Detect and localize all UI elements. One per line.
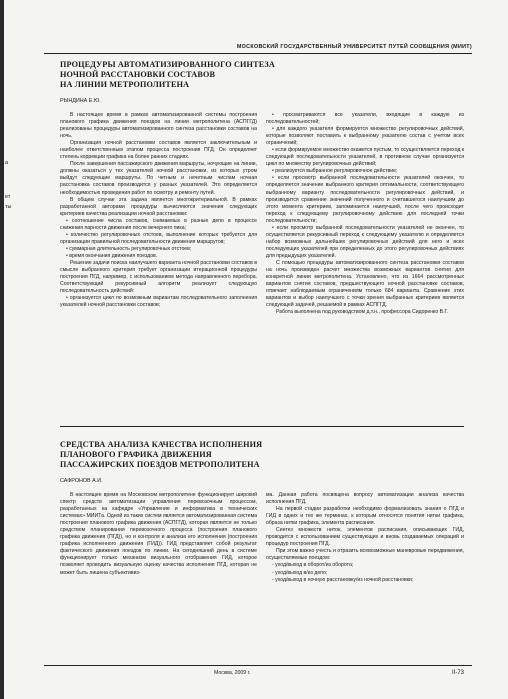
- article-title-line: ПЛАНОВОГО ГРАФИКА ДВИЖЕНИЯ: [60, 450, 212, 459]
- paragraph: Решение задачи поиска наилучшего варианта ночной расстановки составов в смысле выбранного критерия требует организации итерационной процедуры построения ПГД, например, с использованием метода направленного перебора. Соответствующий рекурсивный алгоритм реализует следующую последовательность действий:: [60, 259, 257, 295]
- margin-note: ет: [5, 194, 11, 200]
- paragraph: После завершения пассажирского движения маршруты, ночующие на линии, должны оказаться у тех указателей ночной расстановки, из которых утром выйдут следующие маршруты. По четным и нечетным числам ночная расстановка составов производится у разных указателей. Это определяется необходимостью проведения работ по осмотру и ремонту путей.: [60, 161, 257, 196]
- paragraph: Организация ночной расстановки составов является заключительным и наиболее ответственным этапом процесса построения ПГД. Он определяет степень коррекции графика на более ранних стадиях.: [60, 140, 257, 161]
- section-divider: [60, 426, 464, 427]
- journal-header: МОСКОВСКИЙ ГОСУДАРСТВЕННЫЙ УНИВЕРСИТЕТ ПУТЕЙ СООБЩЕНИЯ (МИИТ): [236, 44, 472, 50]
- bullet-item: • соотношение числа составов, снимаемых в разные депо в процессе снижения парности движения после вечернего пика;: [60, 217, 257, 231]
- bullet-item: • время окончания движения поездов.: [66, 252, 158, 259]
- page-number: II-73: [452, 670, 465, 676]
- footer-rule: [44, 665, 472, 666]
- article-right-column: [266, 112, 464, 316]
- list-item: - уход/выход в оборот/из оборота;: [272, 562, 354, 569]
- article-left-column: [60, 112, 257, 309]
- paragraph: Работа выполнена под руководством д.т.н., профессора Сидоренко В.Г.: [276, 309, 449, 316]
- article-right-column: [266, 492, 464, 584]
- article-left-column: [60, 492, 257, 577]
- bullet-item: • просматриваются все указатели, входящие в каждую из последовательностей;: [266, 112, 464, 126]
- footer-date: Москва, 2009 г.: [214, 670, 251, 676]
- list-item: - уход/выход в ночную расстановку/из ночной расстановки;: [272, 576, 414, 583]
- article-title: [60, 60, 440, 90]
- bullet-item: • для каждого указателя формируется множество регулировочных действий, которые позволяют поставить к выбранному указателю состав с учетом всех ограничений;: [266, 126, 464, 147]
- header-rule: [44, 53, 472, 54]
- bullet-item: • организуется цикл по возможным вариантам последовательного заполнения указателей ночной расстановки составов;: [60, 295, 257, 309]
- paragraph: В общем случае эта задача является многокритериальной. В рамках разработанной авторами процедуры вычисляются значения следующих критериев качества реализации ночной расстановки:: [60, 196, 257, 217]
- scan-edge: [0, 0, 4, 699]
- margin-note: а: [5, 160, 9, 166]
- paragraph: Синтез множеств ниток, элементов расписания, описывающих ГИД, проводится с использованием существующих и вновь создаваемых операций и процедур построения ПГД.: [266, 527, 464, 548]
- bullet-item: • количество регулировочных отстоев, выполнение которых требуется для организации правильной последовательности движения маршрутов;: [60, 231, 257, 245]
- bullet-item: • если формируемое множество окажется пустым, то осуществляется переход к следующей последовательности указателей, в противном случае организуется цикл по множеству регулировочных действий;: [266, 147, 464, 168]
- margin-note: ты: [5, 204, 12, 210]
- paragraph: ма. Данная работа посвящена вопросу автоматизации анализа качества исполнения ПГД.: [266, 492, 464, 506]
- paragraph: При этом важно учесть и отразить всевозможные маневровые передвижения, осуществляемые поездом:: [266, 548, 464, 562]
- bullet-item: • если просмотр выбранной последовательности указателей окончен, то определяется значение выбранного критерия оптимальности, соответствующего выбранному варианту последовательности регулировочных действий, и производится сравнение значений полученного и считавшегося наилучшим до этого момента критериев, запоминается наилучший, после чего происходит переход к следующему регулировочному действию для последней точки последовательности;: [266, 175, 464, 224]
- article-title: [60, 440, 440, 470]
- paragraph: С помощью процедуры автоматизированного синтеза расстановки составов на ночь произведен расчет множества возможных вариантов снятия для конкретной линии метрополитена. Установлено, что из 1664 рассмотренных вариантов снятия составов, предшествующего ночной расстановке составов, отвечает наблюдаемым ограничениям только 684 варианта. Сравнение этих вариантов и выбор наилучшего с точки зрения выбранных критериев является следующей задачей, решаемой в рамках АСПГГД.: [266, 259, 464, 309]
- article-title-line: НОЧНОЙ РАССТАНОВКИ СОСТАВОВ: [60, 70, 216, 79]
- article-author: РЫНДИНА Е.Ю.: [60, 98, 101, 104]
- article-author: САФРОНОВ А.И.: [60, 478, 103, 484]
- bullet-item: • суммарная длительность регулировочных отстоев;: [66, 245, 192, 252]
- paragraph: В настоящее время на Московском метрополитене функционирует широкий спектр средств автоматизации управления перевозочным процессом, разработанных на кафедре «Управление и информатика в технических системах» МИИТа. Одной из таких систем является автоматизированная система построения планового графика движения (АСПГГД), которая является не только средством планирования перевозочного процесса (построения планового графика движения (ПГД)), но и контроля и анализа его исполнения (построения графика исполненного движения (ГИД)). ГИД представляет собой результат фактического движения поездов по линии. На сегодняшний день в системе функционирует только механизм визуального отображения ГИД, которое позволяет проводить визуальную оценку качества исполнения ПГД, которая не может быть лишена субъективиз-: [60, 492, 257, 576]
- article-title-line: СРЕДСТВА АНАЛИЗА КАЧЕСТВА ИСПОЛНЕНИЯ: [60, 440, 263, 449]
- paragraph: На первой стадии разработки необходимо формализовать знания о ПГД и ГИД в одних и тех же терминах, к которым относятся понятия нитки графика, образа нитки графика, элемента расписания.: [266, 506, 464, 527]
- article-title-line: НА ЛИНИИ МЕТРОПОЛИТЕНА: [60, 80, 190, 89]
- bullet-item: • реализуется выбранное регулировочное действие;: [272, 168, 398, 175]
- article-title-line: ПРОЦЕДУРЫ АВТОМАТИЗИРОВАННОГО СИНТЕЗА: [60, 60, 275, 69]
- article-title-line: ПАССАЖИРСКИХ ПОЕЗДОВ МЕТРОПОЛИТЕНА: [60, 460, 260, 469]
- paragraph: В настоящее время в рамках автоматизированной системы построения планового графика движения поездов на линии метрополитена (АСПГГД) реализованы процедуры автоматизированного синтеза расстановки составов на ночь.: [60, 112, 257, 140]
- list-item: - уход/выход в/из депо;: [272, 569, 328, 576]
- bullet-item: • если просмотр выбранной последовательности указателей не окончен, то осуществляется рекурсивный переход к следующему указателю и определяется набор возможных дальнейших регулировочных действий для него и всех последующих указателей при определенных до этого регулировочных действиях для предыдущих указателей.: [266, 224, 464, 259]
